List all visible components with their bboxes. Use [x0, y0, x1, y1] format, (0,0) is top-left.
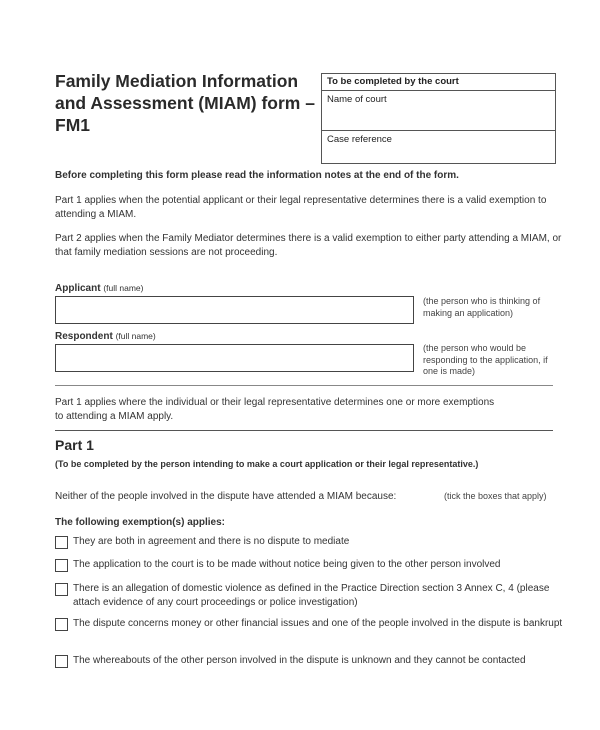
exemption-text: The application to the court is to be made without notice being given to the other person involved — [73, 559, 501, 570]
read-notes-notice: Before completing this form please read the information notes at the end of the form. — [55, 170, 459, 181]
exemption-checkbox[interactable] — [55, 655, 68, 668]
name-of-court-field[interactable]: Name of court — [322, 91, 555, 131]
part1-subheading: (To be completed by the person intending to make a court application or their legal representative.) — [55, 459, 479, 469]
court-use-box — [321, 73, 556, 164]
respondent-label-text: Respondent — [55, 331, 113, 342]
divider — [55, 430, 553, 431]
exemption-text: The whereabouts of the other person involved in the dispute is unknown and they cannot be contacted — [73, 655, 526, 666]
respondent-name-input[interactable] — [55, 344, 414, 372]
exemption-checkbox[interactable] — [55, 618, 68, 631]
part1-heading: Part 1 — [55, 437, 94, 453]
part1-applies-note: Part 1 applies where the individual or their legal representative determines one or more exemptions to attending a MIAM apply. — [55, 397, 495, 422]
applicant-hint: (full name) — [103, 283, 144, 293]
exemption-checkbox[interactable] — [55, 583, 68, 596]
exemption-text: There is an allegation of domestic violence as defined in the Practice Direction section 3 Annex C, 4 (please attach evidence of any court proceedings or police investigation) — [73, 583, 550, 608]
applicant-label — [55, 281, 144, 296]
respondent-label — [55, 329, 156, 344]
tick-note: (tick the boxes that apply) — [444, 491, 547, 501]
form-title: Family Mediation Information and Assessment (MIAM) form – FM1 — [55, 71, 315, 135]
respondent-note: (the person who would be responding to the application, if one is made) — [423, 343, 548, 376]
exemptions-label: The following exemption(s) applies: — [55, 517, 226, 528]
intro-para-1: Part 1 applies when the potential applicant or their legal representative determines there is a valid exemption to attending a MIAM. — [55, 195, 547, 220]
exemption-text: They are both in agreement and there is no dispute to mediate — [73, 536, 350, 547]
part1-statement: Neither of the people involved in the dispute have attended a MIAM because: — [55, 491, 397, 502]
respondent-hint: (full name) — [115, 331, 156, 341]
intro-para-2: Part 2 applies when the Family Mediator determines there is a valid exemption to either party attending a MIAM, or that family mediation sessions are not proceeding. — [55, 233, 562, 258]
exemption-checkbox[interactable] — [55, 559, 68, 572]
court-box-header: To be completed by the court — [322, 74, 555, 91]
case-reference-field[interactable]: Case reference — [327, 134, 392, 145]
exemption-text: The dispute concerns money or other financial issues and one of the people involved in the dispute is bankrupt — [73, 618, 563, 629]
applicant-name-input[interactable] — [55, 296, 414, 324]
divider — [55, 385, 553, 386]
exemption-checkbox[interactable] — [55, 536, 68, 549]
applicant-note: (the person who is thinking of making an application) — [423, 296, 541, 318]
applicant-label-text: Applicant — [55, 283, 101, 294]
